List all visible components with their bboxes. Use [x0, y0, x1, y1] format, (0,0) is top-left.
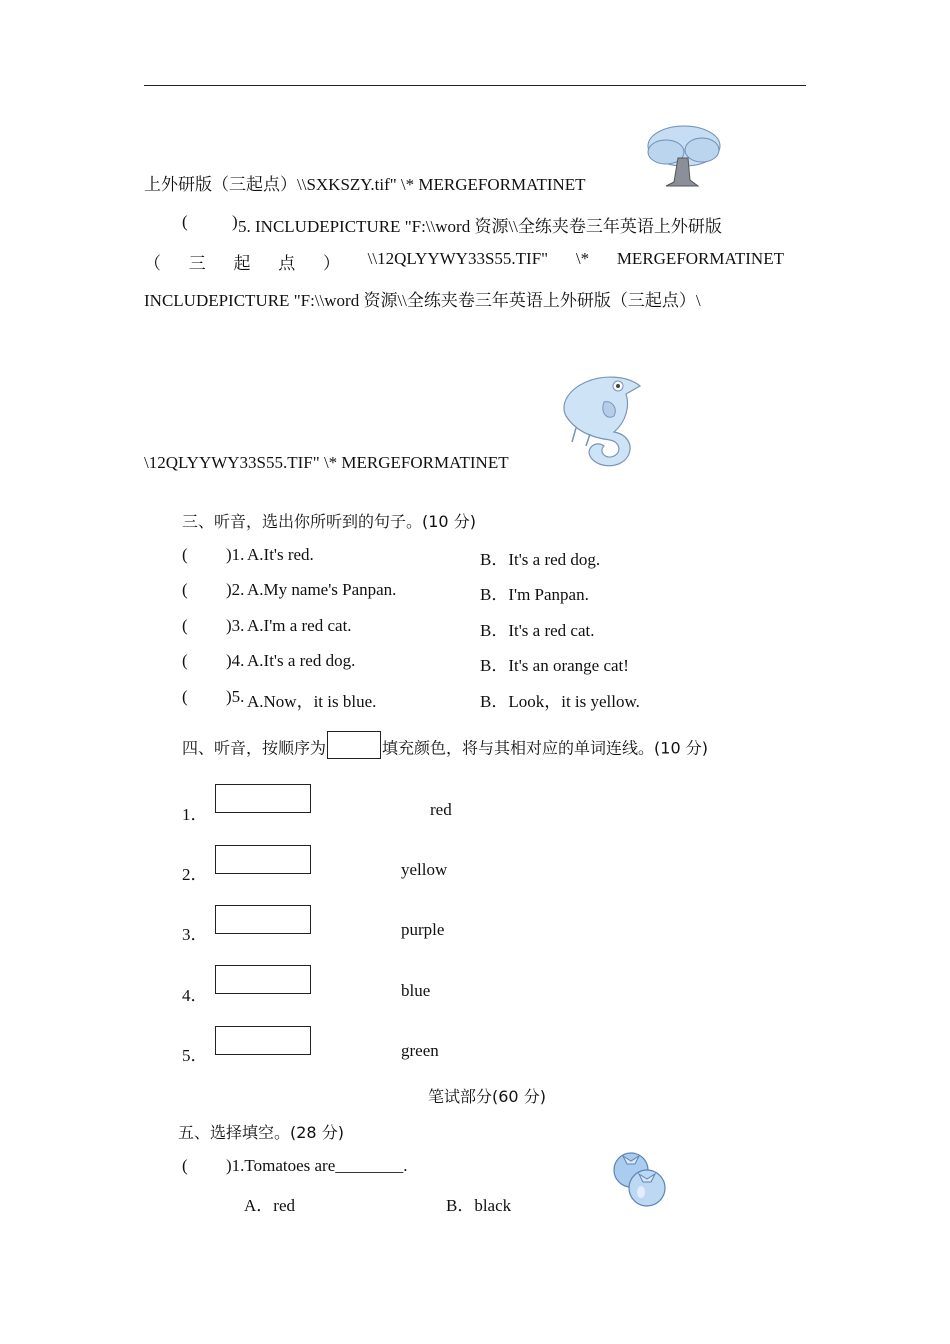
- q5-line2-part: \\12QLYYWY33S55.TIF": [367, 249, 549, 268]
- q5-line2-part: （: [144, 254, 161, 273]
- color-word: green: [401, 1041, 439, 1060]
- answer-paren: (: [182, 545, 188, 564]
- section4-title: [182, 735, 708, 763]
- option-b: B．It's an orange cat!: [480, 656, 629, 675]
- section3-title: 三、听音，选出你所听到的句子。(10 分): [182, 512, 476, 531]
- color-fill-box[interactable]: [215, 905, 311, 934]
- q5-line2-part: \*: [575, 249, 590, 268]
- option-a: A.It's a red dog.: [247, 651, 356, 670]
- item-number: )2.: [226, 580, 245, 599]
- q5-line4: \12QLYYWY33S55.TIF" \* MERGEFORMATINET: [144, 453, 509, 472]
- color-word: purple: [401, 920, 445, 939]
- item-number: 1．: [182, 805, 208, 824]
- item-num: 4.: [231, 651, 245, 670]
- prev-item-tail: 上外研版（三起点）\\SXKSZY.tif" \* MERGEFORMATINET: [144, 175, 586, 194]
- answer-paren: (: [182, 651, 188, 670]
- q5-paren-close: ): [232, 212, 238, 231]
- q5-line3: INCLUDEPICTURE "F:\\word 资源\\全练夹卷三年英语上外研版（三起点）\: [144, 291, 701, 310]
- color-fill-box[interactable]: [215, 845, 311, 874]
- answer-paren: (: [182, 1156, 188, 1175]
- q5-line1: 5. INCLUDEPICTURE "F:\\word 资源\\全练夹卷三年英语上外研版: [238, 217, 722, 236]
- color-word: yellow: [401, 860, 448, 879]
- written-part-heading: 笔试部分(60 分): [428, 1087, 546, 1106]
- answer-paren: (: [182, 580, 188, 599]
- option-a: A.Now，it is blue.: [247, 692, 377, 711]
- q5-line2-part: MERGEFORMATINET: [616, 249, 784, 268]
- section5-q1-option-a: A．red: [244, 1196, 295, 1215]
- color-fill-box[interactable]: [215, 1026, 311, 1055]
- q5-line2: [144, 249, 784, 274]
- color-word: red: [430, 800, 452, 819]
- section5-q1-option-b: B．black: [446, 1196, 512, 1215]
- chameleon-icon: [556, 372, 652, 472]
- answer-paren: (: [182, 616, 188, 635]
- item-number: 5．: [182, 1046, 208, 1065]
- tree-icon: [644, 122, 722, 190]
- item-num: 2.: [231, 580, 245, 599]
- section5-title: 五、选择填空。(28 分): [178, 1123, 344, 1142]
- section5-q1-stem: )1.Tomatoes are________.: [226, 1156, 408, 1175]
- color-fill-box[interactable]: [215, 965, 311, 994]
- tomato-icon: [609, 1148, 671, 1210]
- item-number: )5.: [226, 687, 245, 706]
- color-box-sample: [327, 731, 381, 759]
- section4-title-after: 填充颜色，将与其相对应的单词连线。(10 分): [382, 738, 708, 758]
- q5-paren-open: (: [182, 212, 188, 231]
- item-number: 2．: [182, 865, 208, 884]
- q5-line2-part: ）: [322, 254, 340, 273]
- option-a: A.I'm a red cat.: [247, 616, 352, 635]
- option-a: A.It's red.: [247, 545, 314, 564]
- option-a: A.My name's Panpan.: [247, 580, 397, 599]
- header-rule: [144, 85, 806, 86]
- item-number: )1.: [226, 545, 245, 564]
- item-num: 3.: [231, 616, 245, 635]
- q5-line2-part: 点: [278, 254, 296, 273]
- item-num: 1.: [231, 545, 245, 564]
- item-number: 4．: [182, 986, 208, 1005]
- color-fill-box[interactable]: [215, 784, 311, 813]
- q5-line2-part: 起: [233, 254, 251, 273]
- item-number: 3．: [182, 925, 208, 944]
- item-num: 5.: [231, 687, 245, 706]
- q5-line2-part: 三: [188, 254, 206, 273]
- option-b: B．It's a red dog.: [480, 550, 601, 569]
- section4-title-before: 四、听音，按顺序为: [182, 738, 327, 758]
- option-b: B．It's a red cat.: [480, 621, 595, 640]
- item-number: )3.: [226, 616, 245, 635]
- color-word: blue: [401, 981, 431, 1000]
- item-number: )4.: [226, 651, 245, 670]
- answer-paren: (: [182, 687, 188, 706]
- option-b: B．I'm Panpan.: [480, 585, 589, 604]
- option-b: B．Look，it is yellow.: [480, 692, 640, 711]
